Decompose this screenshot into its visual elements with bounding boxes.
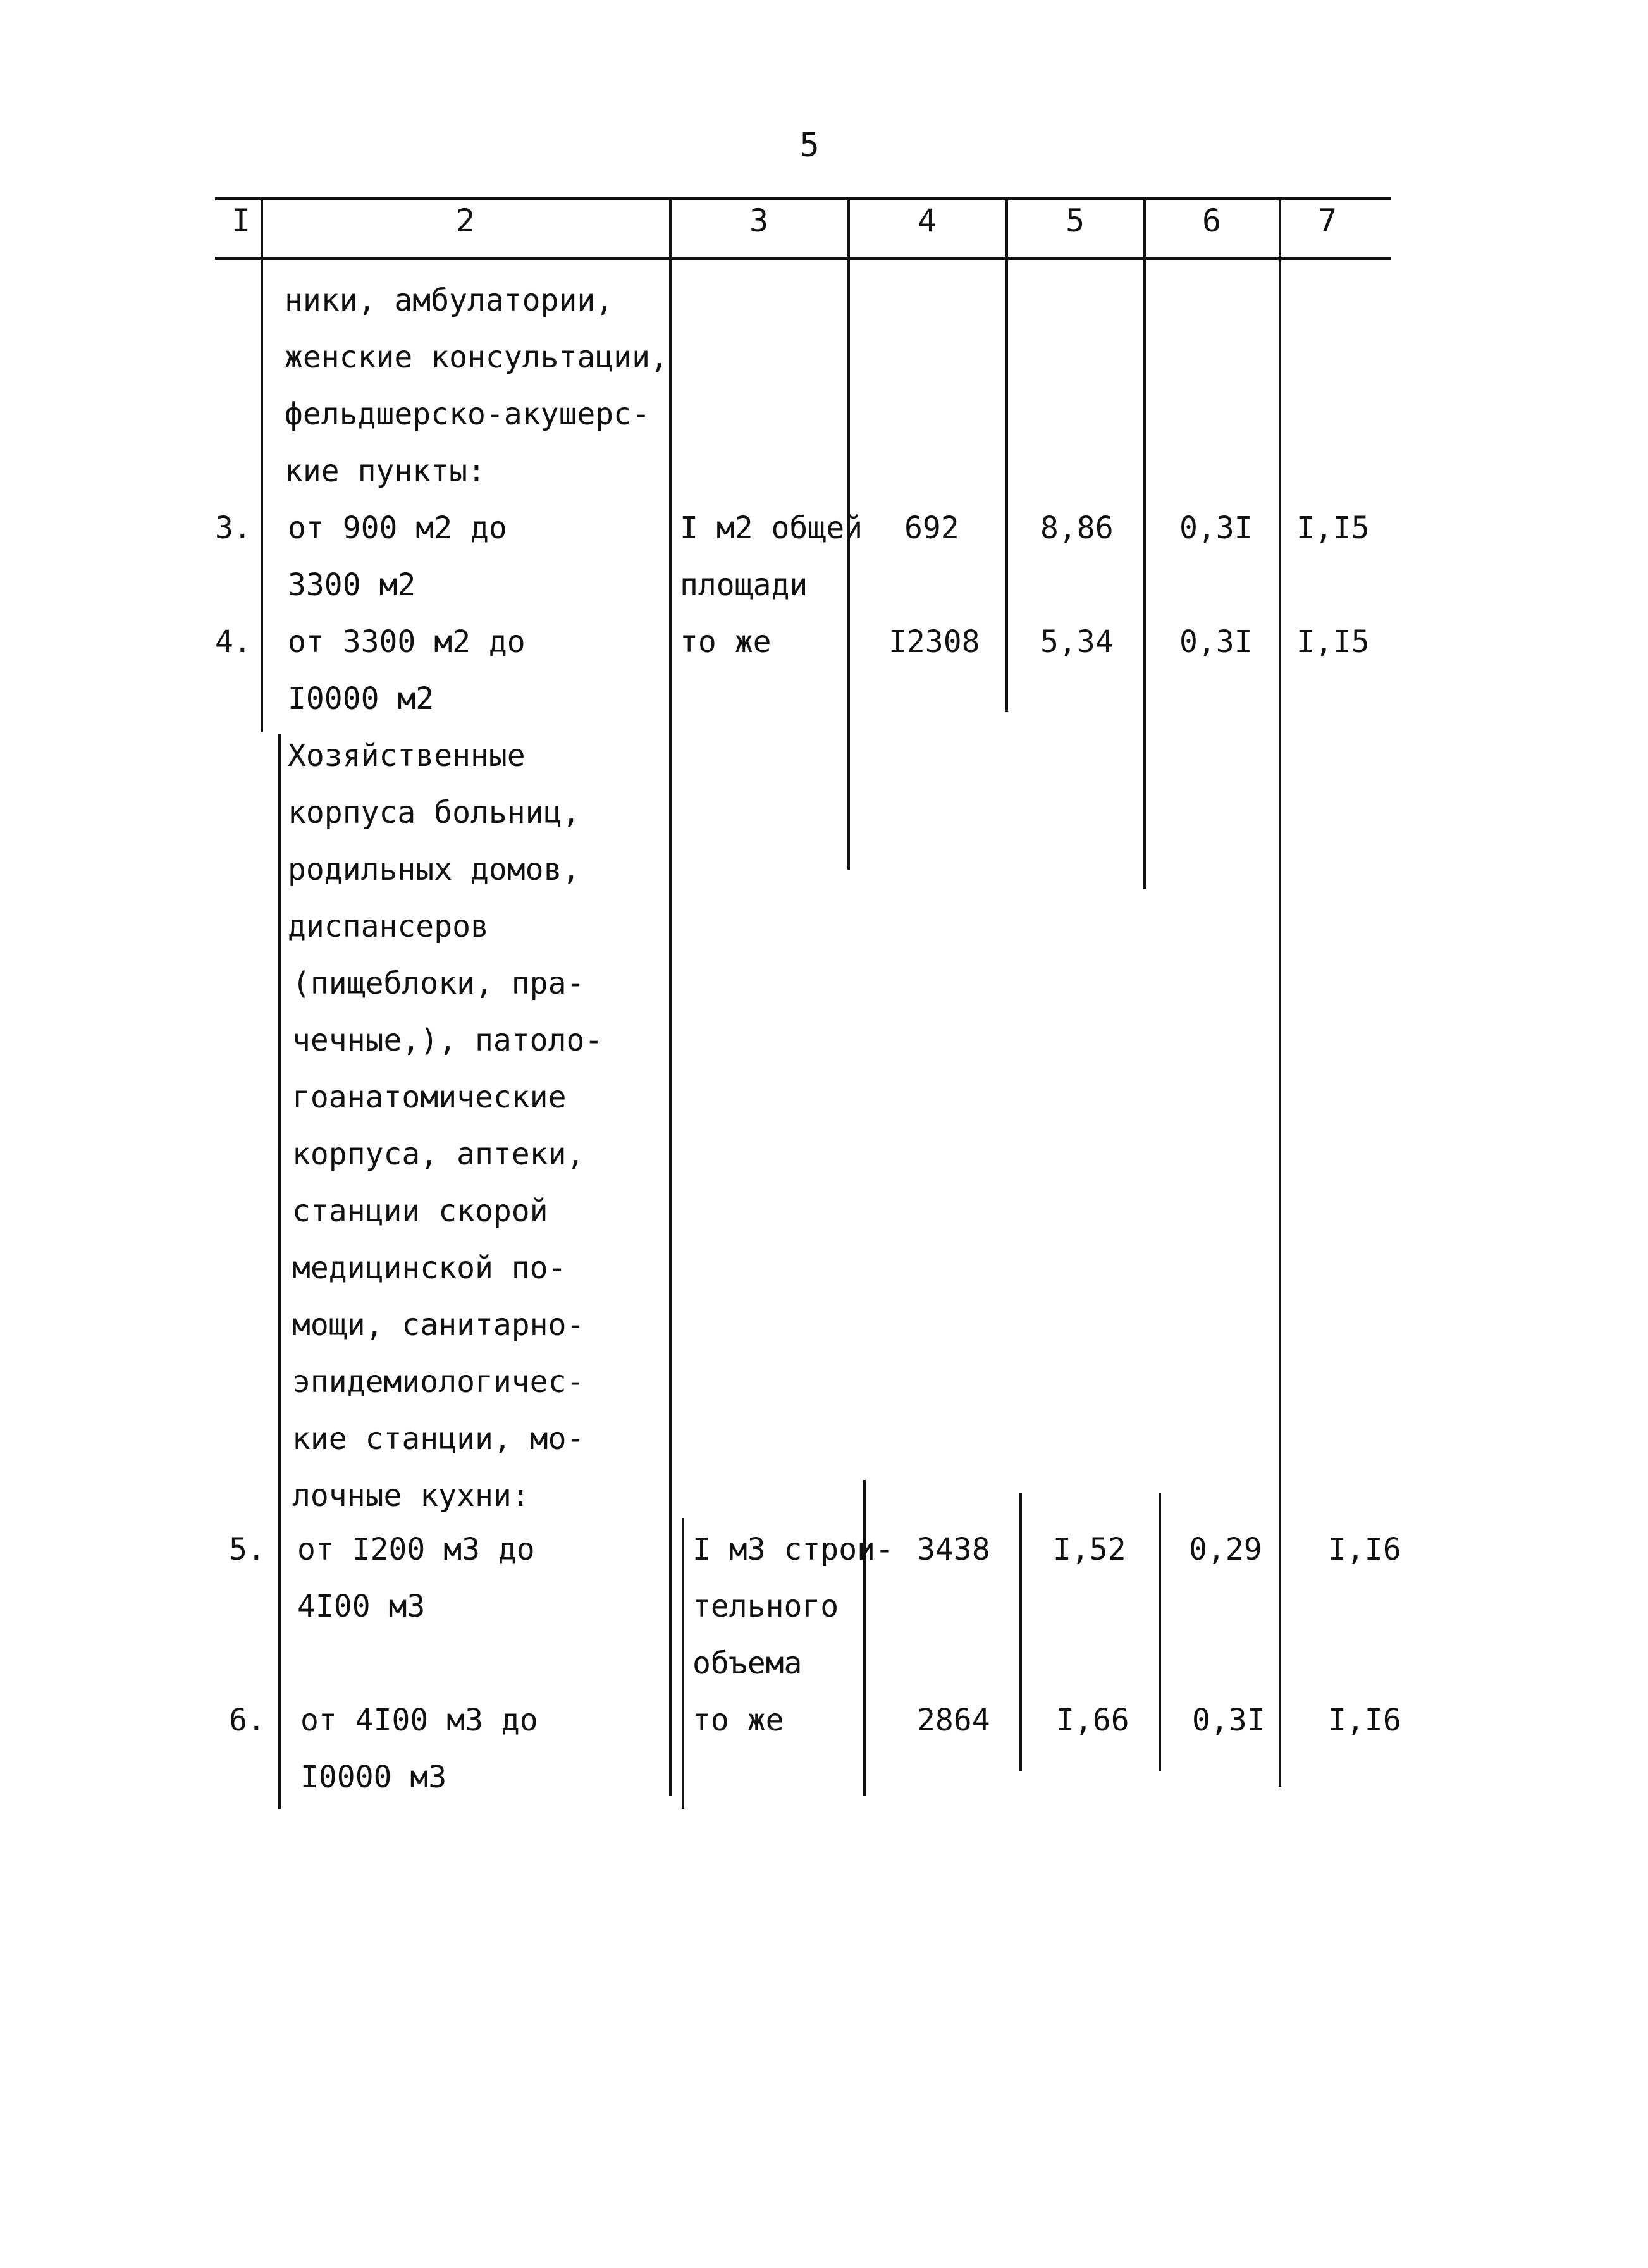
header-col-5: 5 [1065, 202, 1085, 239]
intro-line: ники, амбулатории, [285, 283, 614, 318]
row3-col5: 8,86 [1040, 510, 1114, 546]
column-divider-5 [1143, 199, 1146, 889]
row6-col6: 0,3I [1192, 1703, 1265, 1738]
row4-col5: 5,34 [1040, 624, 1114, 660]
row5-col6: 0,29 [1189, 1532, 1262, 1567]
section-line: корпуса, аптеки, [292, 1137, 585, 1172]
intro-line: женские консультации, [285, 340, 668, 375]
column-divider-5-lower [1159, 1493, 1161, 1771]
header-col-3: 3 [749, 202, 769, 239]
page-number: 5 [799, 126, 820, 164]
row4-number: 4. [215, 624, 252, 660]
row4-desc-line: от 3300 м2 до [288, 624, 526, 660]
row6-col5: I,66 [1056, 1703, 1129, 1738]
table-header-rule [215, 257, 1391, 260]
column-divider-1-lower [278, 734, 281, 1809]
row4-col7: I,I5 [1296, 624, 1370, 660]
row5-desc-line: от I200 м3 до [297, 1532, 535, 1567]
row6-number: 6. [229, 1703, 266, 1738]
row3-col7: I,I5 [1296, 510, 1370, 546]
section-line: корпуса больниц, [288, 795, 581, 830]
row5-unit-line: I м3 строи- [692, 1532, 894, 1567]
row5-unit-line: объема [692, 1646, 802, 1681]
section-line: лочные кухни: [292, 1478, 530, 1513]
row5-col5: I,52 [1053, 1532, 1126, 1567]
table-top-rule [215, 197, 1391, 200]
section-line: родильных домов, [288, 852, 581, 887]
header-col-1: I [231, 202, 251, 239]
section-line: Хозяйственные [288, 738, 526, 773]
column-divider-4 [1005, 199, 1008, 712]
header-col-2: 2 [455, 202, 476, 239]
section-line: медицинской по- [292, 1250, 567, 1286]
row3-number: 3. [215, 510, 252, 546]
header-col-6: 6 [1202, 202, 1222, 239]
row6-unit-line: то же [692, 1703, 784, 1738]
column-divider-2 [669, 199, 672, 1796]
row5-number: 5. [229, 1532, 266, 1567]
intro-line: кие пункты: [285, 453, 486, 489]
row6-col4: 2864 [917, 1703, 990, 1738]
row5-desc-line: 4I00 м3 [297, 1589, 426, 1624]
row5-unit-line: тельного [692, 1589, 839, 1624]
row6-col7: I,I6 [1328, 1703, 1401, 1738]
row4-col6: 0,3I [1179, 624, 1253, 660]
row3-unit-line: I м2 общей [680, 510, 863, 546]
header-col-7: 7 [1317, 202, 1337, 239]
row3-col6: 0,3I [1179, 510, 1253, 546]
row4-unit-line: то же [680, 624, 772, 660]
row3-desc-line: 3300 м2 [288, 567, 416, 603]
section-line: чечные,), патоло- [292, 1023, 603, 1058]
section-line: (пищеблоки, пра- [292, 966, 585, 1001]
intro-line: фельдшерско-акушерс- [285, 397, 650, 432]
row5-col7: I,I6 [1328, 1532, 1401, 1567]
row4-desc-line: I0000 м2 [288, 681, 434, 717]
row3-desc-line: от 900 м2 до [288, 510, 507, 546]
column-divider-2-lower [682, 1518, 684, 1809]
section-line: мощи, санитарно- [292, 1307, 585, 1343]
row5-col4: 3438 [917, 1532, 990, 1567]
row3-col4: 692 [904, 510, 959, 546]
column-divider-4-lower [1019, 1493, 1022, 1771]
section-line: станции скорой [292, 1193, 548, 1229]
row6-desc-line: от 4I00 м3 до [300, 1703, 538, 1738]
header-col-4: 4 [917, 202, 937, 239]
section-line: гоанатомические [292, 1080, 567, 1115]
row3-unit-line: площади [680, 567, 808, 603]
section-line: эпидемиологичес- [292, 1364, 585, 1400]
section-line: диспансеров [288, 909, 489, 944]
column-divider-1 [261, 258, 263, 732]
row4-col4: I2308 [889, 624, 980, 660]
section-line: кие станции, мо- [292, 1421, 585, 1457]
row6-desc-line: I0000 м3 [300, 1760, 447, 1795]
column-divider-6 [1279, 199, 1281, 1787]
